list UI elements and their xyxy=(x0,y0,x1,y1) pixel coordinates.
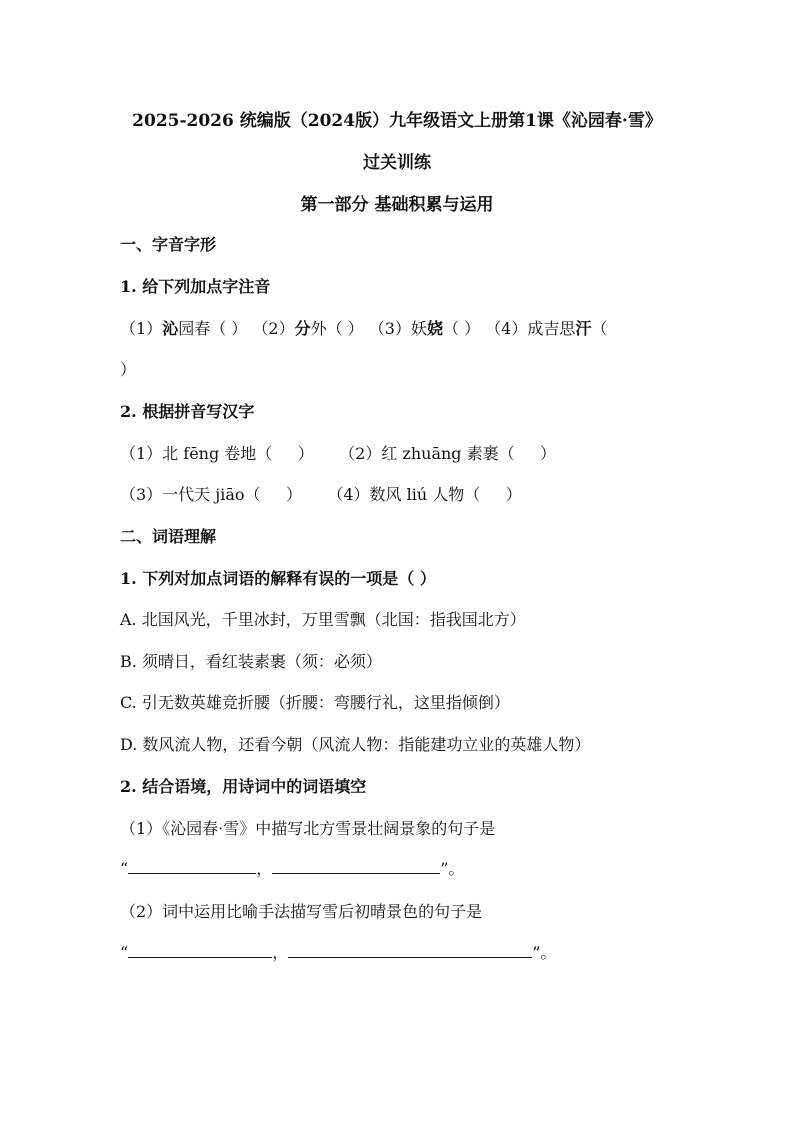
fill-2-blank-a[interactable] xyxy=(128,943,272,958)
item-c-dotted-char: 娆 xyxy=(426,319,443,338)
item-b-suffix: 外（ ） xyxy=(310,319,364,338)
fill-1-blank-a[interactable] xyxy=(128,859,256,874)
fill-prompt-1: （1）《沁园春·雪》中描写北方雪景壮阔景象的句子是 xyxy=(120,819,496,838)
item-a-suffix: 园春（ ） xyxy=(178,319,253,338)
fill-2-close-quote: ”。 xyxy=(532,943,557,962)
option-d: D. 数风流人物，还看今朝（风流人物：指能建功立业的英雄人物） xyxy=(120,735,591,754)
pinyin-write-row-1: （1）北 fēng 卷地（ ） （2）红 zhuāng 素裹（ ） xyxy=(120,444,557,463)
option-b: B. 须晴日，看红装素裹（须：必须） xyxy=(120,652,382,671)
item-d-dotted-char: 汗 xyxy=(575,319,592,338)
pinyin-items-wrap: ） xyxy=(120,360,137,379)
fill-line-1 xyxy=(120,856,464,879)
fill-2-blank-b[interactable] xyxy=(288,943,532,958)
item-c-prefix: （3）妖 xyxy=(368,319,427,338)
fill-1-close-quote: ”。 xyxy=(440,859,465,878)
item-d-prefix: （4）成吉思 xyxy=(485,319,576,338)
title-line-1: 2025-2026 统编版（2024版）九年级语文上册第1课《沁园春·雪》 xyxy=(132,111,662,131)
question-2-1: 1. 下列对加点词语的解释有误的一项是（ ） xyxy=(120,569,436,588)
item-c-suffix: （ ） xyxy=(442,319,481,338)
section-1-heading: 一、字音字形 xyxy=(120,235,217,254)
item-b-prefix: （2） xyxy=(252,319,295,338)
fill-1-blank-b[interactable] xyxy=(272,859,440,874)
pinyin-write-row-2: （3）一代天 jiāo（ ） （4）数风 liú 人物（ ） xyxy=(120,485,522,504)
item-a-prefix: （1） xyxy=(120,319,163,338)
pinyin-items-row xyxy=(120,316,607,339)
item-d-suffix: （ xyxy=(591,319,608,338)
fill-prompt-2: （2）词中运用比喻手法描写雪后初晴景色的句子是 xyxy=(120,902,483,921)
option-a: A. 北国风光，千里冰封，万里雪飘（北国：指我国北方） xyxy=(120,610,526,629)
title-line-2: 过关训练 xyxy=(363,153,431,173)
question-2-2: 2. 结合语境，用诗词中的词语填空 xyxy=(120,777,367,796)
fill-1-comma: ， xyxy=(256,859,273,878)
fill-line-2 xyxy=(120,940,556,963)
section-2-heading: 二、词语理解 xyxy=(120,527,217,546)
fill-2-open-quote: “ xyxy=(120,943,129,962)
part-heading: 第一部分 基础积累与运用 xyxy=(300,195,494,215)
fill-2-comma: ， xyxy=(272,943,289,962)
question-1-2: 2. 根据拼音写汉字 xyxy=(120,402,255,421)
fill-1-open-quote: “ xyxy=(120,859,129,878)
question-1-1: 1. 给下列加点字注音 xyxy=(120,277,271,296)
item-a-dotted-char: 沁 xyxy=(162,319,179,338)
option-c: C. 引无数英雄竞折腰（折腰：弯腰行礼，这里指倾倒） xyxy=(120,693,510,712)
item-b-dotted-char: 分 xyxy=(294,319,311,338)
